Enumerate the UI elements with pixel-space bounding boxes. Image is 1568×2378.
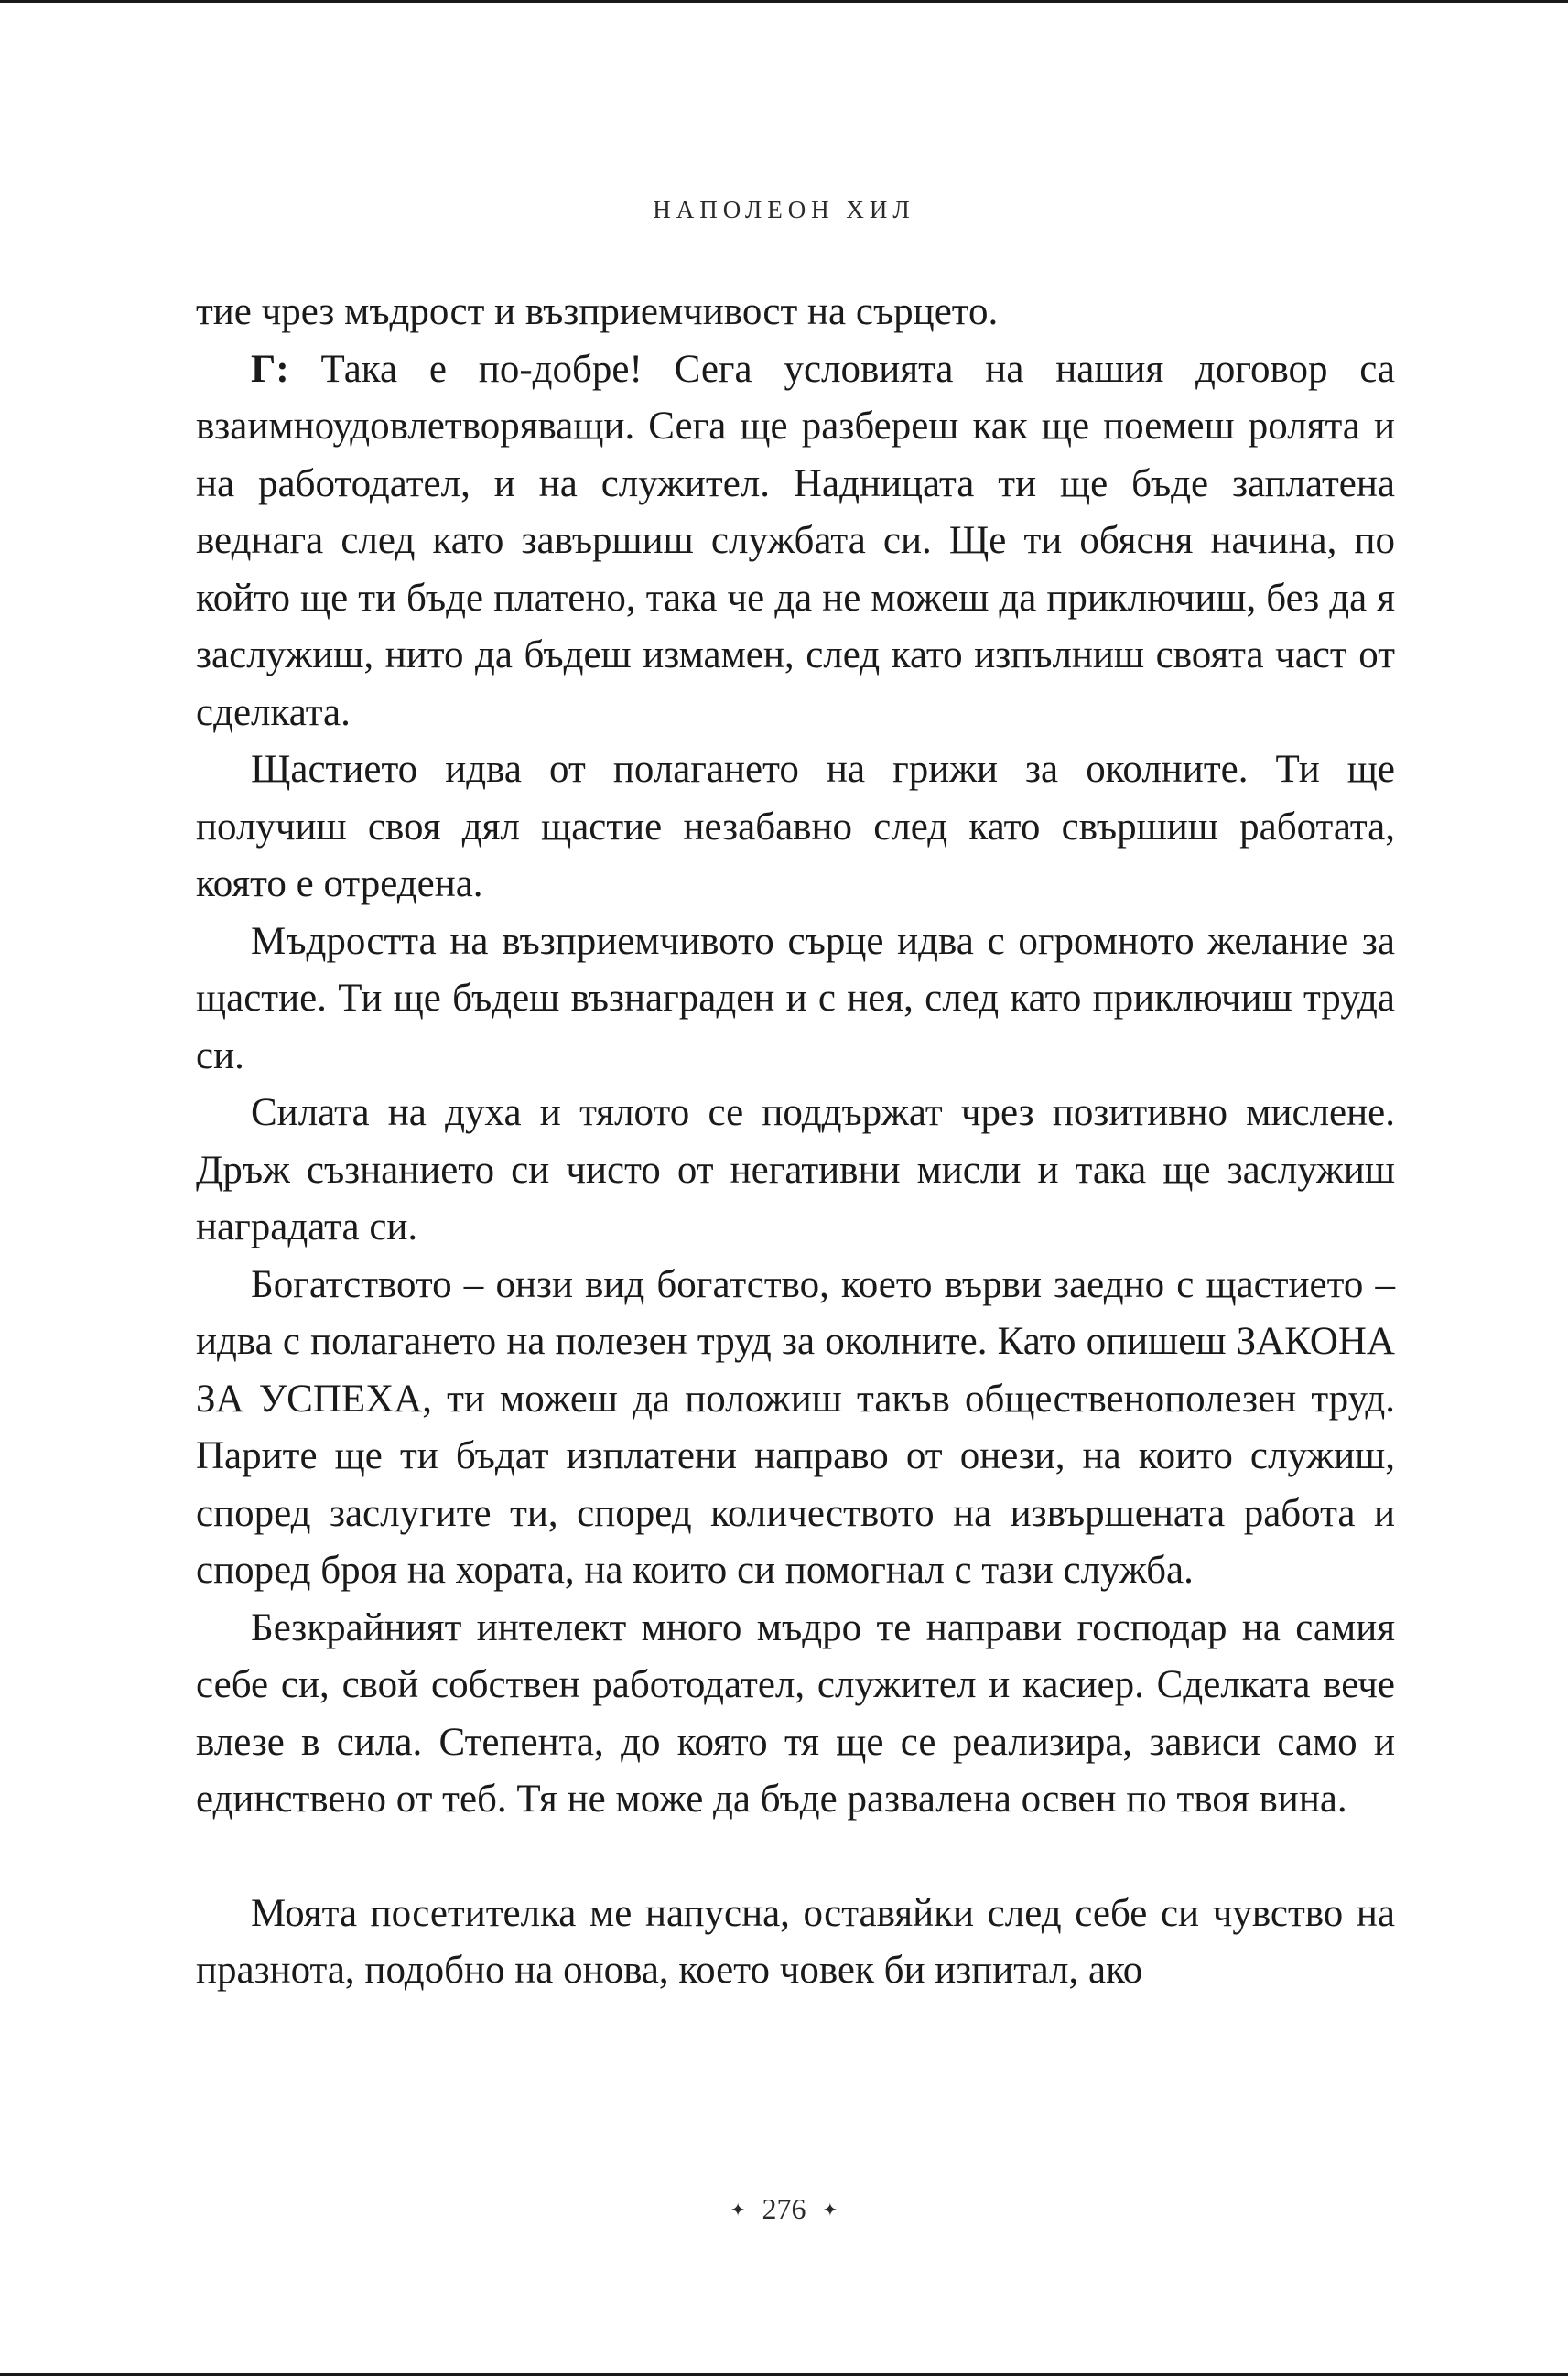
paragraph-happiness: Щастието идва от полагането на грижи за околните. Ти ще получиш своя дял щастие незабавно след като свършиш работата, която е отредена. <box>196 748 1395 905</box>
dialogue-text: Така е по-добре! Сега условията на нашия договор са взаимноудовлетворяващи. Сега ще разбереш как ще поемеш ролята и на работодател, и на служител. Надницата ти ще бъде заплатена веднага след като завършиш службата си. Ще ти обясня начина, по който ще ти бъде платено, така че да не можеш да приключиш, без да я заслужиш, нито да бъдеш измамен, след като изпълниш своята част от сделката. <box>196 347 1395 734</box>
page-top-border <box>0 0 1568 3</box>
ornament-left-icon: ✦ <box>730 2200 746 2221</box>
paragraph-dialogue <box>196 341 1395 742</box>
speaker-label: Г: <box>251 347 289 391</box>
page-number-value: 276 <box>762 2192 806 2225</box>
paragraph-continuation: тие чрез мъдрост и възприемчивост на сърцето. <box>196 290 999 333</box>
running-head: НАПОЛЕОН ХИЛ <box>653 196 915 223</box>
ornament-right-icon: ✦ <box>822 2200 838 2221</box>
paragraph-wealth: Богатството – онзи вид богатство, което върви заедно с щастието – идва с полагането на полезен труд за околните. Като опишеш ЗАКОНА ЗА УСПЕХА, ти можеш да положиш такъв общественополезен труд. Парите ще ти бъдат изплатени направо от онези, на които служиш, според заслугите ти, според количеството на извършената работа и според броя на хората, на които си помогнал с тази служба. <box>196 1262 1395 1592</box>
paragraph-strength: Силата на духа и тялото се поддържат чрез позитивно мислене. Дръж съзнанието си чисто от негативни мисли и така ще заслужиш наградата си. <box>196 1091 1395 1248</box>
paragraph-visitor-left: Моята посетителка ме напусна, оставяйки след себе си чувство на празнота, подобно на онова, което човек би изпитал, ако <box>196 1891 1395 1992</box>
paragraph-infinite-intelligence: Безкрайният интелект много мъдро те направи господар на самия себе си, свой собствен работодател, служител и касиер. Сделката вече влезе в сила. Степента, до която тя ще се реализира, зависи само и единствено от теб. Тя не може да бъде развалена освен по твоя вина. <box>196 1605 1395 1821</box>
page-bottom-border <box>0 2373 1568 2376</box>
paragraph-wisdom: Мъдростта на възприемчивото сърце идва с огромното желание за щастие. Ти ще бъдеш възнаграден и с нея, след като приключиш труда си. <box>196 919 1395 1077</box>
page-number <box>0 2192 1568 2226</box>
body-text <box>196 284 1395 2000</box>
